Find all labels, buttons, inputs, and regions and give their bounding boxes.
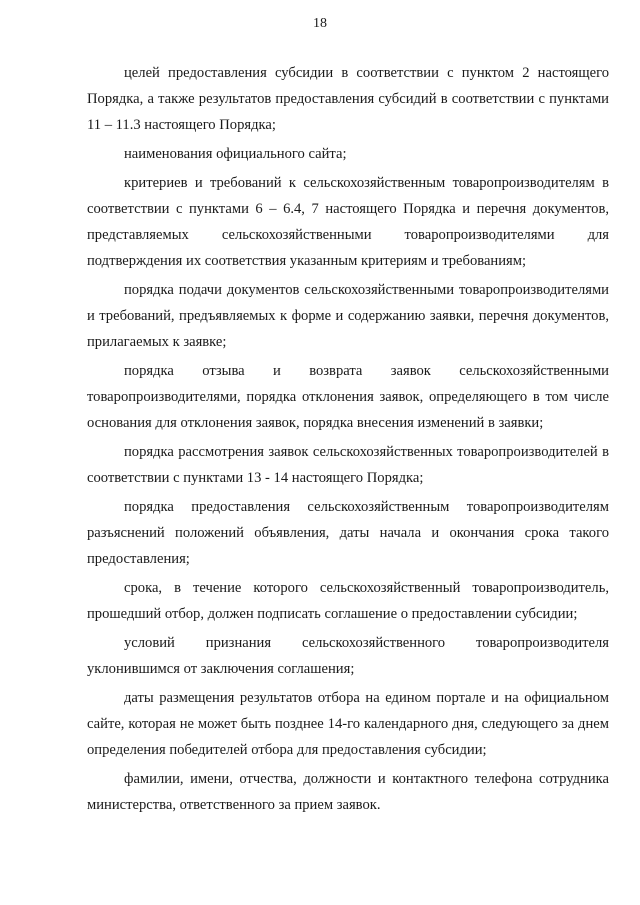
paragraph-clarifications: порядка предоставления сельскохозяйственным товаропроизводителям разъяснений положений объявления, даты начала и окончания срока такого предоставления; xyxy=(87,499,609,567)
paragraph-site-name: наименования официального сайта; xyxy=(124,146,347,162)
paragraph-results-date: даты размещения результатов отбора на едином портале и на официальном сайте, которая не может быть позднее 14-го календарного дня, следующего за днем определения победителей отбора для предоставления субсидии; xyxy=(87,690,609,758)
paragraph-signing-deadline: срока, в течение которого сельскохозяйственный товаропроизводитель, прошедший отбор, должен подписать соглашение о предоставлении субсидии; xyxy=(87,580,609,622)
paragraph-submission-procedure: порядка подачи документов сельскохозяйственными товаропроизводителями и требований, предъявляемых к форме и содержанию заявки, перечня документов, прилагаемых к заявке; xyxy=(87,282,609,350)
paragraph-goals: целей предоставления субсидии в соответствии с пунктом 2 настоящего Порядка, а также результатов предоставления субсидий в соответствии с пунктами 11 – 11.3 настоящего Порядка; xyxy=(87,65,609,133)
paragraph-contact-person: фамилии, имени, отчества, должности и контактного телефона сотрудника министерства, ответственного за прием заявок. xyxy=(87,771,609,813)
paragraph-review-procedure: порядка рассмотрения заявок сельскохозяйственных товаропроизводителей в соответствии с пунктами 13 - 14 настоящего Порядка; xyxy=(87,444,609,486)
paragraph-withdrawal-procedure: порядка отзыва и возврата заявок сельскохозяйственными товаропроизводителями, порядка отклонения заявок, определяющего в том числе основания для отклонения заявок, порядка внесения изменений в заявки; xyxy=(87,363,609,431)
page-number: 18 xyxy=(313,16,327,31)
paragraph-criteria: критериев и требований к сельскохозяйственным товаропроизводителям в соответствии с пунктами 6 – 6.4, 7 настоящего Порядка и перечня документов, представляемых сельскохозяйственными товаропроизводителями для подтверждения их соответствия указанным критериям и требованиям; xyxy=(87,175,609,269)
paragraph-evasion-conditions: условий признания сельскохозяйственного товаропроизводителя уклонившимся от заключения соглашения; xyxy=(87,635,609,677)
document-body xyxy=(87,60,609,821)
